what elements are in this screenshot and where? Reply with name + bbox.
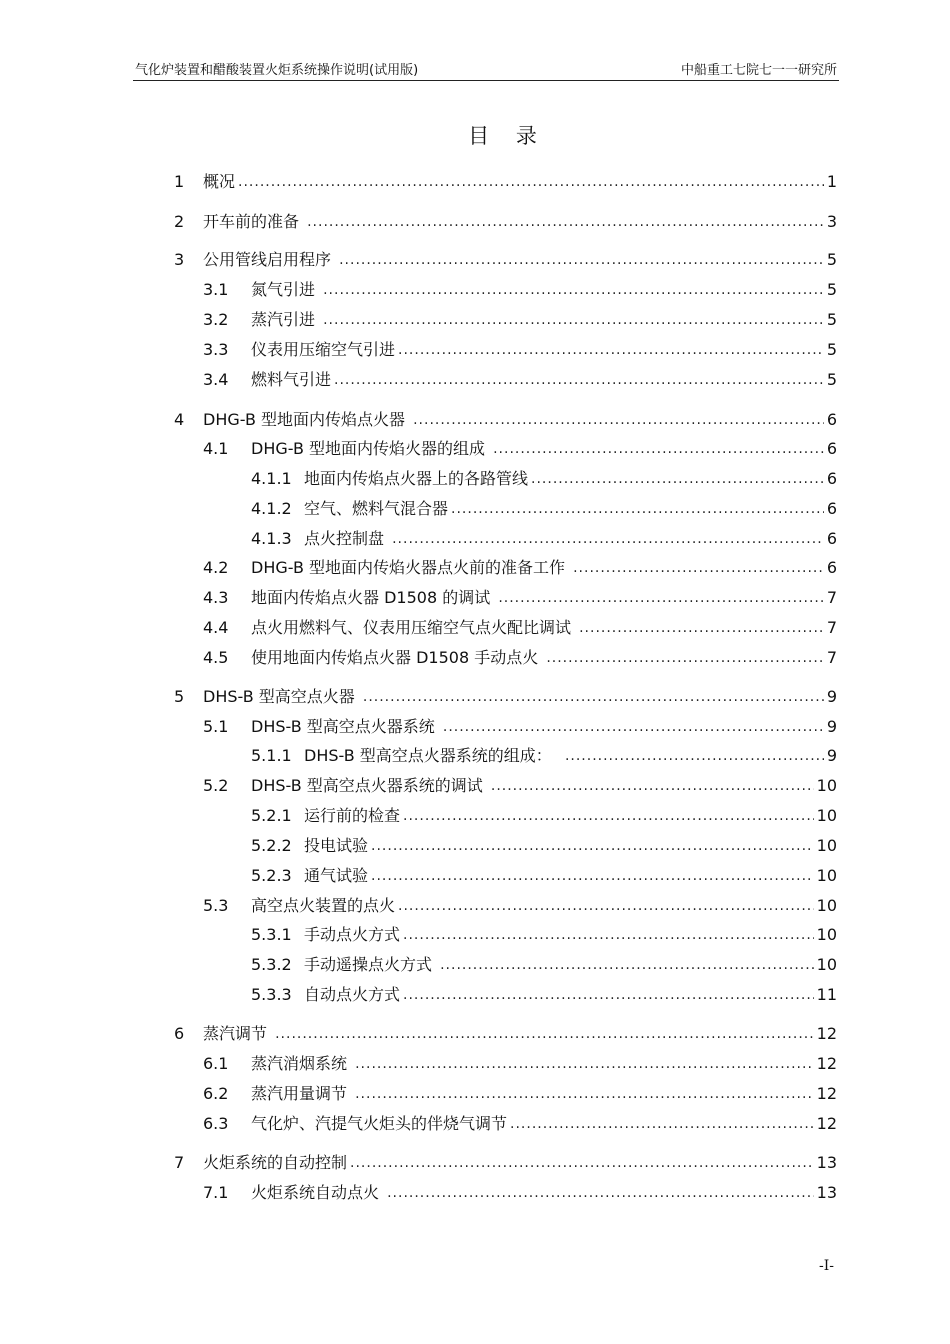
toc-leader-dots [573,556,824,580]
toc-entry-number: 5.2.1 [251,806,292,825]
toc-leader-dots [491,774,814,798]
toc-leader-dots [355,1052,814,1076]
toc-entry-page: 7 [826,588,837,607]
toc-entry[interactable] [174,170,837,194]
toc-leader-dots [510,1112,814,1136]
toc-entry-title: DHG-B 型地面内传焰点火器 [203,410,411,429]
toc-entry[interactable] [174,685,837,709]
toc-entry[interactable] [174,1151,837,1175]
toc-entry-page: 10 [816,955,837,974]
toc-entry-title: 运行前的检查 [304,806,401,825]
toc-leader-dots [363,685,824,709]
toc-leader-dots [493,437,824,461]
toc-entry-title: 燃料气引进 [251,370,332,389]
toc-leader-dots [371,834,814,858]
toc-entry[interactable] [174,248,837,272]
toc-entry-number: 5 [174,687,185,706]
toc-entry[interactable] [174,1022,837,1046]
toc-entry-number: 5.1.1 [251,746,292,765]
toc-leader-dots [531,467,824,491]
toc-entry-title: 手动遥操点火方式 [304,955,438,974]
toc-entry-title: 开车前的准备 [203,212,305,231]
toc-entry-title: 使用地面内传焰点火器 D1508 手动点火 [251,648,544,667]
toc-entry[interactable] [203,556,837,580]
toc-entry-page: 9 [826,717,837,736]
toc-entry-number: 6.1 [203,1054,229,1073]
toc-entry-title: 蒸汽调节 [203,1024,273,1043]
toc-entry-number: 2 [174,212,185,231]
toc-entry[interactable] [251,953,837,977]
toc-entry-title: 概况 [203,172,236,191]
toc-entry[interactable] [203,1082,837,1106]
toc-entry-title: 蒸汽消烟系统 [251,1054,353,1073]
toc-leader-dots [387,1181,814,1205]
toc-entry-page: 6 [826,469,837,488]
toc-entry-title: DHG-B 型地面内传焰火器点火前的准备工作 [251,558,571,577]
toc-entry-page: 12 [816,1114,837,1133]
toc-entry[interactable] [203,774,837,798]
toc-entry-number: 6.3 [203,1114,229,1133]
toc-leader-dots [579,616,824,640]
toc-leader-dots [403,923,814,947]
toc-entry[interactable] [203,616,837,640]
toc-entry-page: 7 [826,648,837,667]
toc-entry-title: 气化炉、汽提气火炬头的伴烧气调节 [251,1114,508,1133]
toc-entry-page: 1 [826,172,837,191]
toc-entry[interactable] [251,527,837,551]
toc-leader-dots [565,744,824,768]
toc-entry[interactable] [203,646,837,670]
toc-entry-page: 6 [826,558,837,577]
toc-entry[interactable] [203,715,837,739]
toc-entry-title: 公用管线启用程序 [203,250,337,269]
toc-leader-dots [371,864,814,888]
toc-entry-number: 5.2.3 [251,866,292,885]
toc-entry-number: 5.2 [203,776,229,795]
toc-entry-page: 5 [826,310,837,329]
toc-entry-number: 4.2 [203,558,229,577]
toc-entry-title: 高空点火装置的点火 [251,896,396,915]
toc-leader-dots [403,804,814,828]
toc-entry[interactable] [251,497,837,521]
page-header [133,54,839,81]
toc-entry-title: 投电试验 [304,836,369,855]
toc-entry-page: 12 [816,1054,837,1073]
toc-entry[interactable] [203,1052,837,1076]
toc-entry[interactable] [251,804,837,828]
toc-entry-title: DHS-B 型高空点火器 [203,687,360,706]
toc-entry-page: 5 [826,370,837,389]
toc-entry-page: 10 [816,836,837,855]
toc-entry-number: 3.2 [203,310,229,329]
toc-leader-dots [440,953,814,977]
toc-entry-page: 13 [816,1183,837,1202]
toc-entry-page: 5 [826,280,837,299]
header-document-title: 气化炉装置和醋酸装置火炬系统操作说明(试用版) [135,63,419,78]
toc-leader-dots [392,527,824,551]
toc-leader-dots [334,368,824,392]
toc-entry-number: 4.1 [203,439,229,458]
toc-entry[interactable] [203,586,837,610]
toc-entry-page: 6 [826,439,837,458]
toc-entry-title: 地面内传焰点火器 D1508 的调试 [251,588,496,607]
toc-entry[interactable] [251,744,837,768]
toc-entry[interactable] [203,1112,837,1136]
toc-entry-number: 3.3 [203,340,229,359]
toc-entry-page: 6 [826,410,837,429]
toc-entry-title: 手动点火方式 [304,925,401,944]
toc-entry[interactable] [174,408,837,432]
toc-entry[interactable] [251,983,837,1007]
toc-entry[interactable] [203,894,837,918]
toc-entry-number: 7 [174,1153,185,1172]
toc-entry-number: 1 [174,172,185,191]
toc-entry-page: 3 [826,212,837,231]
toc-entry-number: 4.1.1 [251,469,292,488]
toc-leader-dots [238,170,824,194]
toc-entry-title: 氮气引进 [251,280,321,299]
toc-entry-page: 13 [816,1153,837,1172]
toc-entry-title: 自动点火方式 [304,985,401,1004]
toc-entry[interactable] [251,467,837,491]
toc-entry-number: 5.3.2 [251,955,292,974]
toc-entry-title: DHG-B 型地面内传焰火器的组成 [251,439,491,458]
toc-entry-title: 火炬系统自动点火 [251,1183,385,1202]
toc-entry-title: 点火控制盘 [304,529,390,548]
toc-entry-page: 10 [816,776,837,795]
toc-entry-page: 12 [816,1084,837,1103]
toc-leader-dots [323,278,824,302]
toc-title: 目 录 [468,124,547,148]
page-number: -I- [819,1258,834,1274]
toc-entry[interactable] [203,1181,837,1205]
toc-leader-dots [443,715,824,739]
toc-entry-number: 4.1.2 [251,499,292,518]
toc-entry-number: 5.3 [203,896,229,915]
toc-entry-number: 4.5 [203,648,229,667]
toc-entry-title: DHS-B 型高空点火器系统的组成： [304,746,562,765]
toc-leader-dots [403,983,814,1007]
toc-leader-dots [546,646,824,670]
toc-entry[interactable] [251,864,837,888]
toc-entry-page: 10 [816,866,837,885]
toc-entry-number: 4 [174,410,185,429]
toc-entry-title: 火炬系统的自动控制 [203,1153,348,1172]
toc-entry-page: 12 [816,1024,837,1043]
toc-leader-dots [275,1022,814,1046]
toc-entry-page: 9 [826,746,837,765]
toc-entry-title: 通气试验 [304,866,369,885]
toc-entry-title: DHS-B 型高空点火器系统的调试 [251,776,488,795]
header-organization: 中船重工七院七一一研究所 [680,63,837,78]
toc-entry-number: 6 [174,1024,185,1043]
toc-entry-title: 仪表用压缩空气引进 [251,340,396,359]
toc-entry-number: 3 [174,250,185,269]
toc-entry-number: 6.2 [203,1084,229,1103]
toc-entry[interactable] [174,210,837,234]
toc-entry-page: 6 [826,529,837,548]
toc-entry-number: 4.3 [203,588,229,607]
toc-entry-title: 空气、燃料气混合器 [304,499,449,518]
toc-entry[interactable] [203,308,837,332]
toc-leader-dots [350,1151,814,1175]
toc-entry-page: 5 [826,340,837,359]
toc-entry[interactable] [203,278,837,302]
toc-leader-dots [413,408,824,432]
toc-entry-number: 5.2.2 [251,836,292,855]
toc-entry-number: 7.1 [203,1183,229,1202]
toc-leader-dots [307,210,824,234]
toc-entry-title: 蒸汽用量调节 [251,1084,353,1103]
toc-entry-page: 11 [816,985,837,1004]
toc-entry-number: 5.3.3 [251,985,292,1004]
toc-leader-dots [451,497,824,521]
toc-entry[interactable] [203,368,837,392]
toc-entry-number: 4.4 [203,618,229,637]
toc-entry-page: 7 [826,618,837,637]
toc-entry-page: 6 [826,499,837,518]
toc-entry-page: 5 [826,250,837,269]
toc-leader-dots [323,308,824,332]
toc-entry-number: 5.1 [203,717,229,736]
toc-entry-number: 5.3.1 [251,925,292,944]
toc-entry-title: 点火用燃料气、仪表用压缩空气点火配比调试 [251,618,577,637]
toc-entry-page: 10 [816,806,837,825]
toc-entry-title: 地面内传焰点火器上的各路管线 [304,469,529,488]
toc-entry-number: 4.1.3 [251,529,292,548]
toc-leader-dots [355,1082,814,1106]
toc-entry[interactable] [251,834,837,858]
toc-entry-title: 蒸汽引进 [251,310,321,329]
toc-leader-dots [398,338,824,362]
toc-entry-page: 9 [826,687,837,706]
toc-leader-dots [498,586,824,610]
toc-entry[interactable] [203,338,837,362]
toc-entry-title: DHS-B 型高空点火器系统 [251,717,440,736]
toc-entry[interactable] [251,923,837,947]
toc-leader-dots [339,248,824,272]
toc-entry-number: 3.4 [203,370,229,389]
toc-leader-dots [398,894,814,918]
toc-entry-number: 3.1 [203,280,229,299]
toc-entry-page: 10 [816,925,837,944]
toc-entry[interactable] [203,437,837,461]
toc-entry-page: 10 [816,896,837,915]
